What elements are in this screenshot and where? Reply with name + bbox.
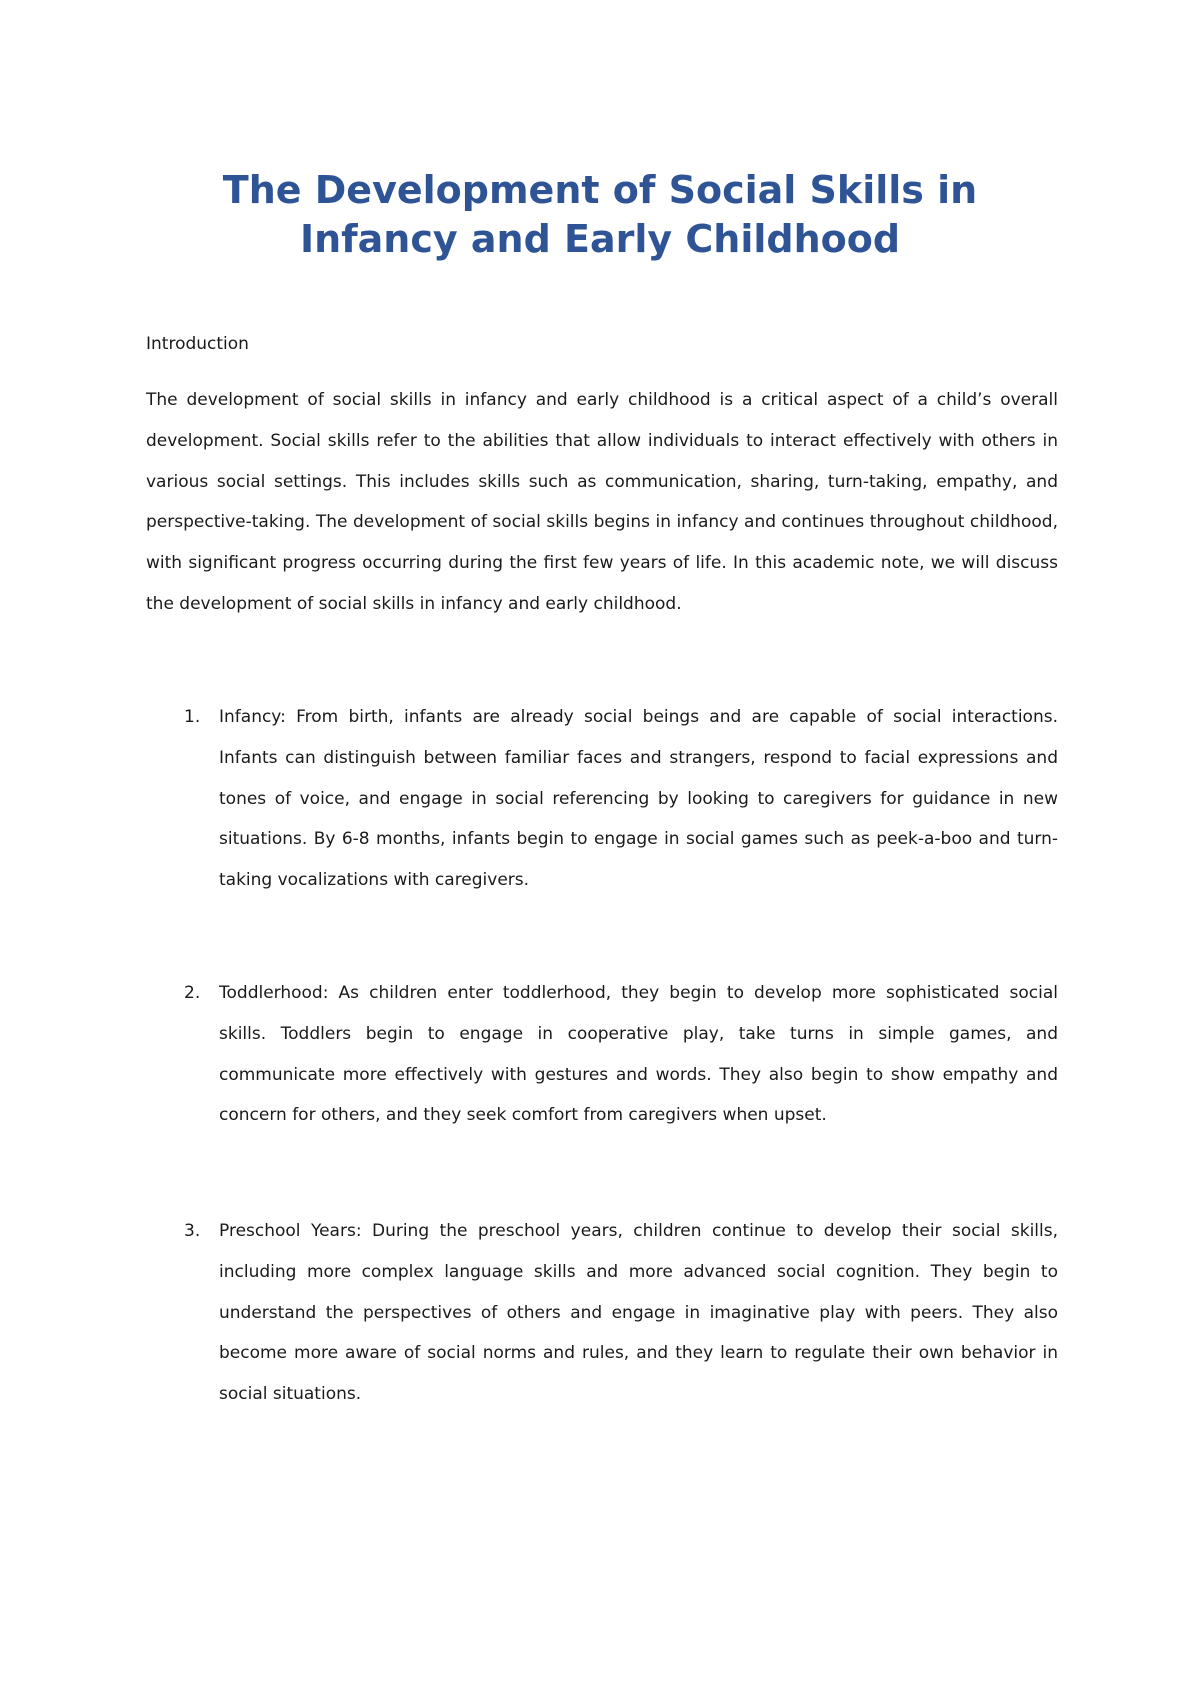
list-item-text: Infancy: From birth, infants are already social beings and are capable of social interactions. Infants can distinguish between familiar faces and strangers, respond to facial expressions and tones of voice, and engage in social referencing by looking to caregivers for guidance in new situations. By 6-8 months, infants begin to engage in social games such as peek-a-boo and turn-taking vocalizations with caregivers. [219, 707, 1058, 891]
title-line-1: The Development of Social Skills in [222, 168, 978, 212]
intro-heading: Introduction [146, 334, 249, 354]
list-item [146, 1211, 1058, 1415]
document-title [0, 166, 1200, 264]
list-item [146, 973, 1058, 1136]
list-item-text: Preschool Years: During the preschool years, children continue to develop their social skills, including more complex language skills and more advanced social cognition. They begin to understand the perspectives of others and engage in imaginative play with peers. They also become more aware of social norms and rules, and they learn to regulate their own behavior in social situations. [219, 1221, 1058, 1405]
list-item-text: Toddlerhood: As children enter toddlerhood, they begin to develop more sophisticated social skills. Toddlers begin to engage in cooperative play, take turns in simple games, and communicate more effectively with gestures and words. They also begin to show empathy and concern for others, and they seek comfort from caregivers when upset. [219, 983, 1058, 1126]
list-item-number: 3. [184, 1221, 201, 1241]
intro-paragraph: The development of social skills in infancy and early childhood is a critical aspect of a child’s overall development. Social skills refer to the abilities that allow individuals to interact effectively with others in various social settings. This includes skills such as communication, sharing, turn-taking, empathy, and perspective-taking. The development of social skills begins in infancy and continues throughout childhood, with significant progress occurring during the first few years of life. In this academic note, we will discuss the development of social skills in infancy and early childhood. [146, 390, 1058, 614]
list-item [146, 697, 1058, 901]
list-item-number: 1. [184, 707, 201, 727]
title-line-2: Infancy and Early Childhood [299, 217, 901, 261]
list-item-number: 2. [184, 983, 201, 1003]
